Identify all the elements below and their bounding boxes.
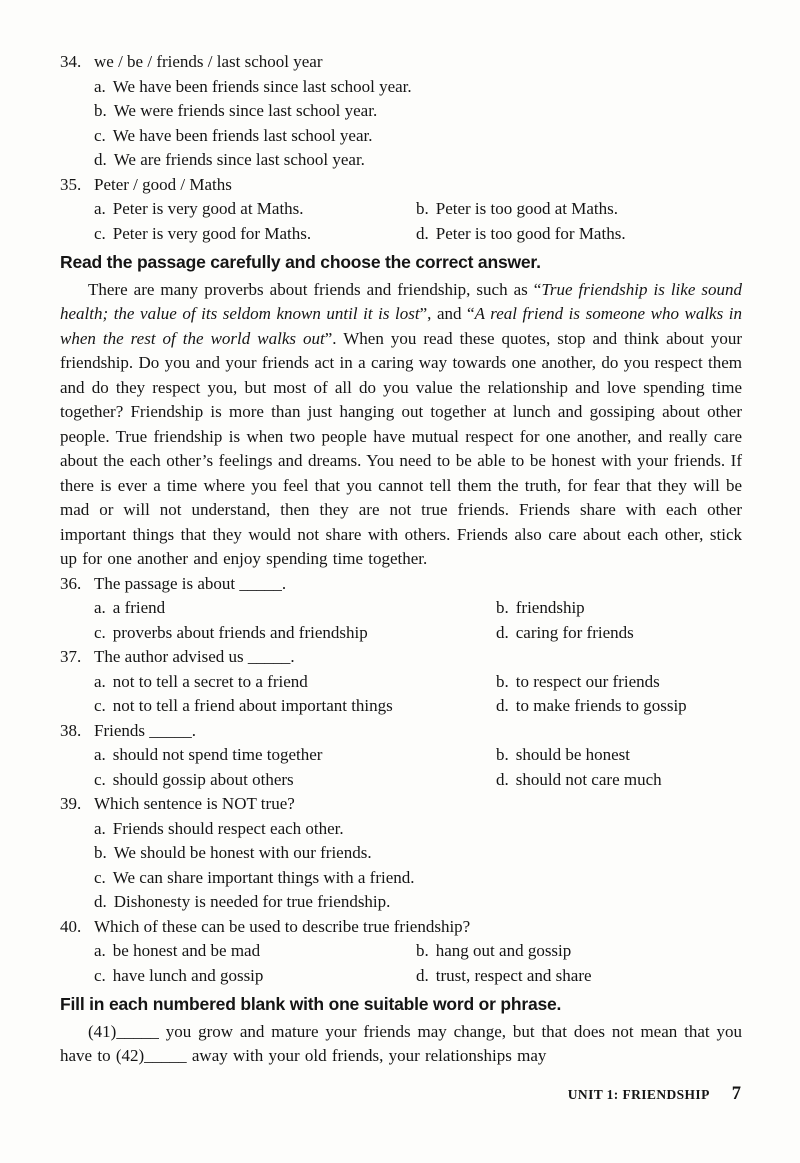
reading-passage — [60, 278, 742, 572]
option-c — [94, 964, 416, 989]
option-label: c. — [94, 769, 106, 789]
question-38 — [60, 719, 742, 793]
option-a — [94, 75, 742, 100]
option-d — [94, 890, 742, 915]
options-list — [60, 596, 742, 645]
question-number: 35. — [60, 174, 82, 194]
passage-text: ”, and “ — [419, 304, 475, 323]
option-text: should not care much — [515, 769, 662, 789]
option-text: proverbs about friends and friendship — [112, 622, 368, 642]
option-text: Peter is very good for Maths. — [112, 223, 312, 243]
question-stem — [60, 719, 742, 744]
option-c — [94, 222, 416, 247]
options-list — [60, 817, 742, 915]
option-label: c. — [94, 622, 106, 642]
passage-quote-2: A real friend is someone who walks in when the rest of the world walks out — [60, 304, 742, 348]
question-stem — [60, 792, 742, 817]
option-text: We should be honest with our friends. — [113, 843, 372, 862]
option-b — [496, 670, 742, 695]
unit-title: UNIT 1: FRIENDSHIP — [567, 1086, 710, 1102]
passage-text: There are many proverbs about friends and friendship, such as “ — [88, 279, 542, 299]
option-b — [94, 841, 742, 866]
options-list — [60, 197, 742, 246]
passage-quote-1: True friendship is like sound health; the value of its seldom known until it is lost — [60, 279, 742, 323]
option-text: Peter is too good at Maths. — [435, 199, 619, 218]
question-37 — [60, 645, 742, 719]
question-prompt: we / be / friends / last school year — [94, 52, 323, 71]
option-d — [496, 768, 742, 793]
option-a — [94, 670, 496, 695]
question-number: 34. — [60, 52, 82, 71]
option-text: Dishonesty is needed for true friendship. — [113, 892, 391, 911]
option-b — [416, 197, 742, 222]
option-label: c. — [94, 223, 106, 243]
option-label: a. — [94, 941, 106, 960]
page-footer — [568, 1082, 741, 1108]
question-39 — [60, 792, 742, 915]
option-c — [94, 124, 742, 149]
option-label: b. — [496, 745, 509, 764]
options-list — [60, 939, 742, 988]
question-number: 37. — [60, 647, 82, 666]
option-label: b. — [496, 671, 509, 691]
option-a — [94, 197, 416, 222]
question-prompt: Which sentence is NOT true? — [94, 794, 295, 813]
option-b — [94, 99, 742, 124]
option-label: d. — [94, 150, 107, 169]
option-text: should gossip about others — [112, 769, 294, 789]
option-d — [496, 621, 742, 646]
option-c — [94, 768, 496, 793]
option-label: b. — [416, 199, 429, 218]
question-prompt: The author advised us _____. — [94, 647, 295, 666]
options-list — [60, 743, 742, 792]
options-list — [60, 75, 742, 173]
option-text: not to tell a friend about important things — [112, 696, 393, 715]
question-stem — [60, 173, 742, 198]
question-number: 38. — [60, 720, 82, 740]
option-text: We are friends since last school year. — [113, 150, 365, 169]
option-label: c. — [94, 867, 106, 887]
option-text: to make friends to gossip — [515, 696, 687, 715]
reading-section-heading: Read the passage carefully and choose the correct answer. — [60, 252, 541, 272]
option-text: should not spend time together — [112, 745, 323, 764]
option-text: Peter is very good at Maths. — [112, 199, 304, 218]
option-text: to respect our friends — [515, 671, 660, 691]
question-prompt: Friends _____. — [94, 720, 196, 740]
option-label: a. — [94, 671, 106, 691]
question-number: 36. — [60, 573, 82, 593]
question-40 — [60, 915, 742, 989]
question-stem — [60, 915, 742, 940]
option-text: We have been friends last school year. — [112, 125, 373, 145]
question-prompt: The passage is about _____. — [94, 573, 287, 593]
option-label: c. — [94, 125, 106, 145]
option-text: trust, respect and share — [435, 965, 592, 985]
option-b — [496, 743, 742, 768]
option-label: d. — [416, 965, 429, 985]
option-label: d. — [496, 769, 509, 789]
question-prompt: Which of these can be used to describe true friendship? — [94, 916, 471, 936]
option-label: b. — [416, 941, 429, 960]
option-text: be honest and be mad — [112, 941, 261, 960]
option-d — [94, 148, 742, 173]
option-label: d. — [416, 223, 429, 243]
option-text: have lunch and gossip — [112, 965, 264, 985]
option-text: We have been friends since last school year. — [112, 76, 412, 96]
question-number: 39. — [60, 794, 82, 813]
option-a — [94, 939, 416, 964]
fill-section-heading: Fill in each numbered blank with one suitable word or phrase. — [60, 994, 562, 1014]
options-list — [60, 670, 742, 719]
question-stem — [60, 50, 742, 75]
option-label: d. — [496, 696, 509, 715]
option-label: b. — [94, 101, 107, 120]
option-text: We were friends since last school year. — [113, 101, 378, 120]
option-d — [416, 964, 742, 989]
option-label: b. — [94, 843, 107, 862]
option-d — [416, 222, 742, 247]
page-number: 7 — [731, 1083, 741, 1104]
question-stem — [60, 572, 742, 597]
option-label: a. — [94, 199, 106, 218]
question-stem — [60, 645, 742, 670]
option-label: a. — [94, 818, 106, 838]
option-text: should be honest — [515, 745, 631, 764]
option-b — [496, 596, 742, 621]
option-text: Friends should respect each other. — [112, 818, 344, 838]
option-label: a. — [94, 76, 106, 96]
option-b — [416, 939, 742, 964]
option-c — [94, 866, 742, 891]
option-text: caring for friends — [515, 622, 634, 642]
option-c — [94, 621, 496, 646]
option-label: b. — [496, 598, 509, 617]
question-number: 40. — [60, 916, 82, 936]
option-label: d. — [496, 622, 509, 642]
question-prompt: Peter / good / Maths — [94, 174, 232, 194]
passage-text: ”. When you read these quotes, stop and think about your friendship. Do you and your friends act in a caring way towards one another, do you respect them and do they respect you, but most of all do you value the relationship and love spending time together? Friendship is more than just hanging out together at lunch and gossiping about other people. True friendship is when two people have mutual respect for one another, and really care about the each other’s feelings and dreams. You need to be able to be honest with your friends. If there is ever a time where you feel that you cannot tell them the truth, for fear that they will be mad or will not understand, then they are not true friends. Friends share with each other important things that they would not share with others. Friends also care about each other, stick up for one another and enjoy spending time together. — [60, 328, 743, 568]
option-a — [94, 743, 496, 768]
fill-in-paragraph: (41)_____ you grow and mature your friends may change, but that does not mean that you have to (42)_____ away with your old friends, your relationships may — [60, 1021, 742, 1065]
option-label: a. — [94, 745, 106, 764]
option-a — [94, 817, 742, 842]
question-35 — [60, 173, 742, 247]
option-d — [496, 694, 742, 719]
option-text: Peter is too good for Maths. — [435, 223, 626, 243]
option-text: We can share important things with a friend. — [112, 867, 415, 887]
option-text: friendship — [515, 598, 585, 617]
option-text: hang out and gossip — [435, 941, 572, 960]
option-label: d. — [94, 892, 107, 911]
question-34 — [60, 50, 742, 173]
option-label: c. — [94, 696, 106, 715]
question-36 — [60, 572, 742, 646]
option-label: a. — [94, 598, 106, 617]
option-text: not to tell a secret to a friend — [112, 671, 308, 691]
option-c — [94, 694, 496, 719]
option-a — [94, 596, 496, 621]
option-label: c. — [94, 965, 106, 985]
option-text: a friend — [112, 598, 166, 617]
